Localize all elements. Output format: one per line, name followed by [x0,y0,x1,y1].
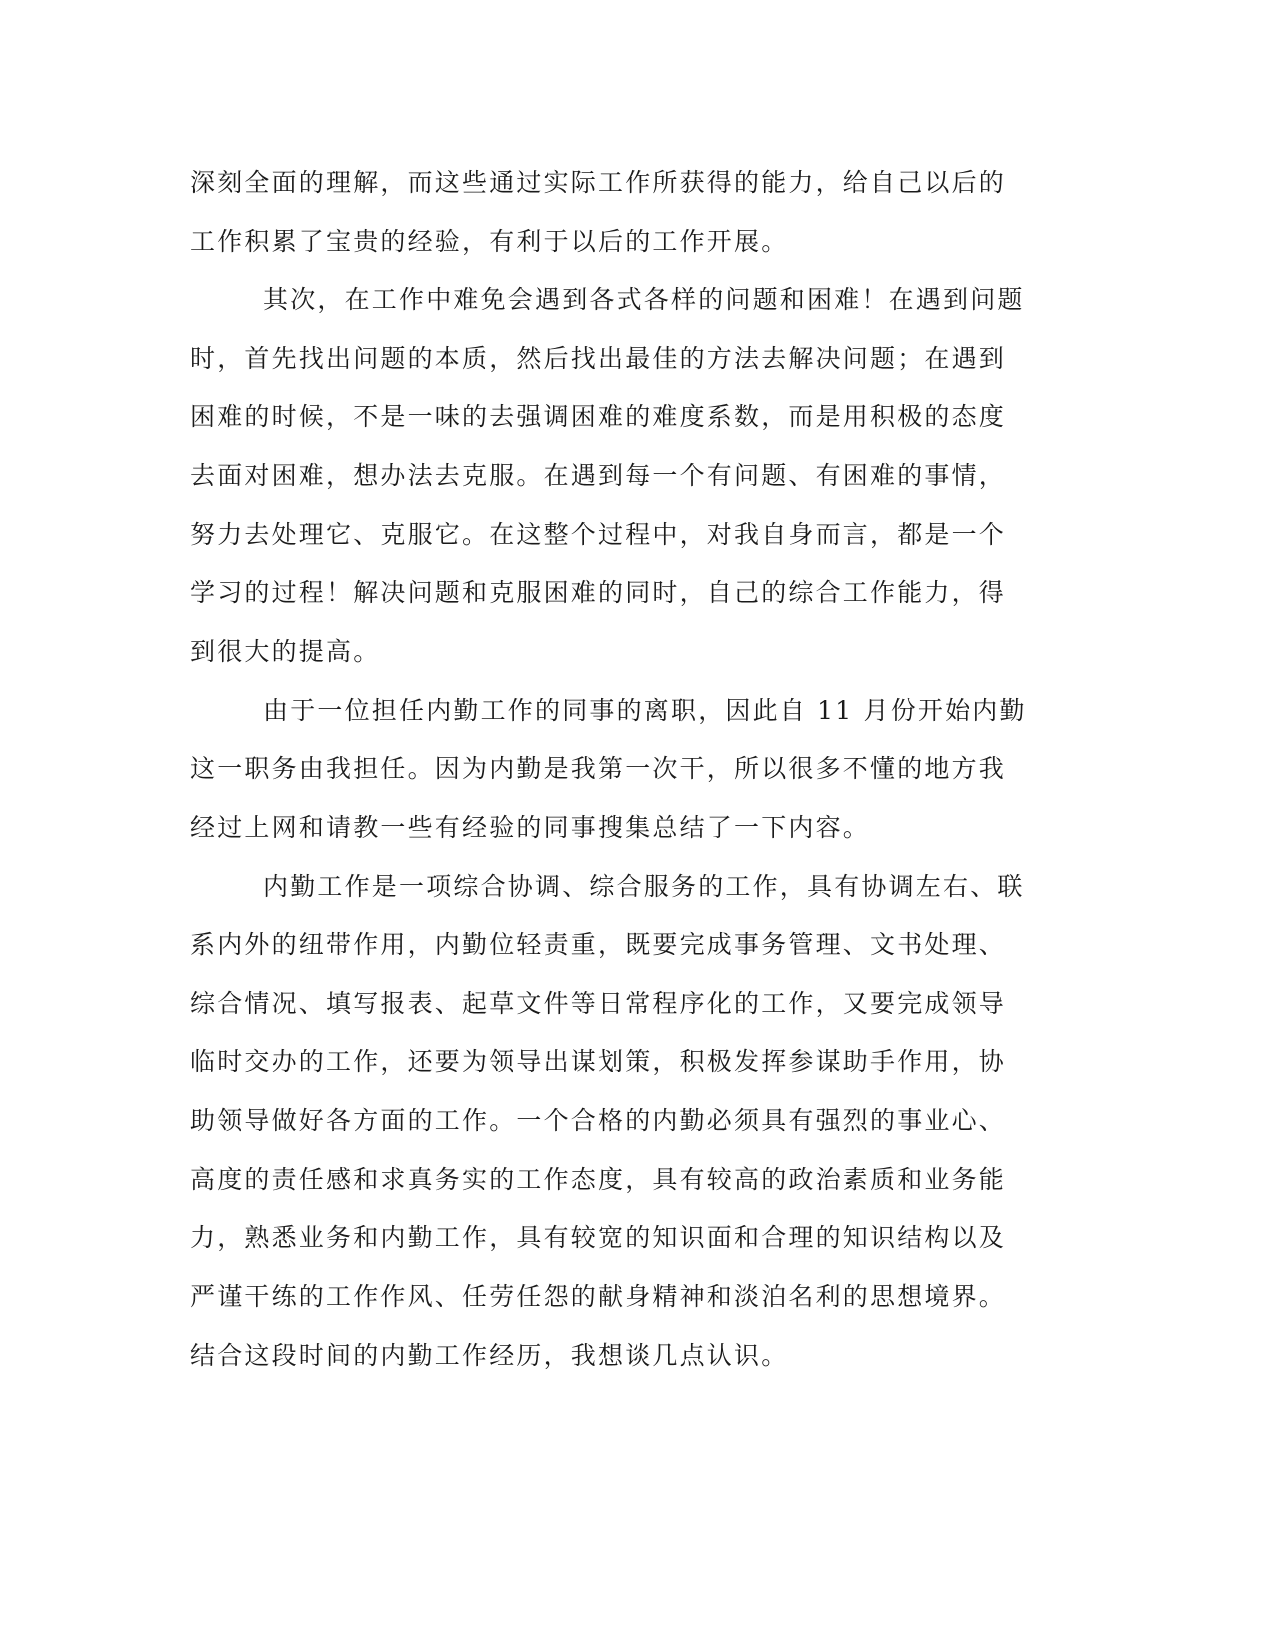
paragraph-line: 结合这段时间的内勤工作经历，我想谈几点认识。 [190,1341,789,1370]
paragraph-line: 内勤工作是一项综合协调、综合服务的工作，具有协调左右、联 [263,872,1025,901]
paragraph-line: 临时交办的工作，还要为领导出谋划策，积极发挥参谋助手作用，协 [190,1047,1007,1076]
paragraph-line: 到很大的提高。 [190,637,381,666]
paragraph-line: 严谨干练的工作作风、任劳任怨的献身精神和淡泊名利的思想境界。 [190,1282,1007,1311]
paragraph-line: 经过上网和请教一些有经验的同事搜集总结了一下内容。 [190,813,871,842]
paragraph-line: 深刻全面的理解，而这些通过实际工作所获得的能力，给自己以后的 [190,168,1007,197]
paragraph-line: 助领导做好各方面的工作。一个合格的内勤必须具有强烈的事业心、 [190,1106,1007,1135]
paragraph-line: 这一职务由我担任。因为内勤是我第一次干，所以很多不懂的地方我 [190,754,1007,783]
paragraph-line: 去面对困难，想办法去克服。在遇到每一个有问题、有困难的事情， [190,461,1007,490]
paragraph-line: 综合情况、填写报表、起草文件等日常程序化的工作，又要完成领导 [190,989,1007,1018]
paragraph-line: 努力去处理它、克服它。在这整个过程中，对我自身而言，都是一个 [190,520,1007,549]
paragraph-line: 其次，在工作中难免会遇到各式各样的问题和困难！在遇到问题 [263,285,1025,314]
paragraph-line: 学习的过程！解决问题和克服困难的同时，自己的综合工作能力，得 [190,578,1007,607]
paragraph-line: 工作积累了宝贵的经验，有利于以后的工作开展。 [190,227,789,256]
paragraph-line: 高度的责任感和求真务实的工作态度，具有较高的政治素质和业务能 [190,1165,1007,1194]
paragraph-line: 由于一位担任内勤工作的同事的离职，因此自 11 月份开始内勤 [263,696,1027,725]
paragraph-line: 系内外的纽带作用，内勤位轻责重，既要完成事务管理、文书处理、 [190,930,1007,959]
paragraph-line: 力，熟悉业务和内勤工作，具有较宽的知识面和合理的知识结构以及 [190,1223,1007,1252]
paragraph-line: 困难的时候，不是一味的去强调困难的难度系数，而是用积极的态度 [190,402,1007,431]
paragraph-line: 时，首先找出问题的本质，然后找出最佳的方法去解决问题；在遇到 [190,344,1007,373]
